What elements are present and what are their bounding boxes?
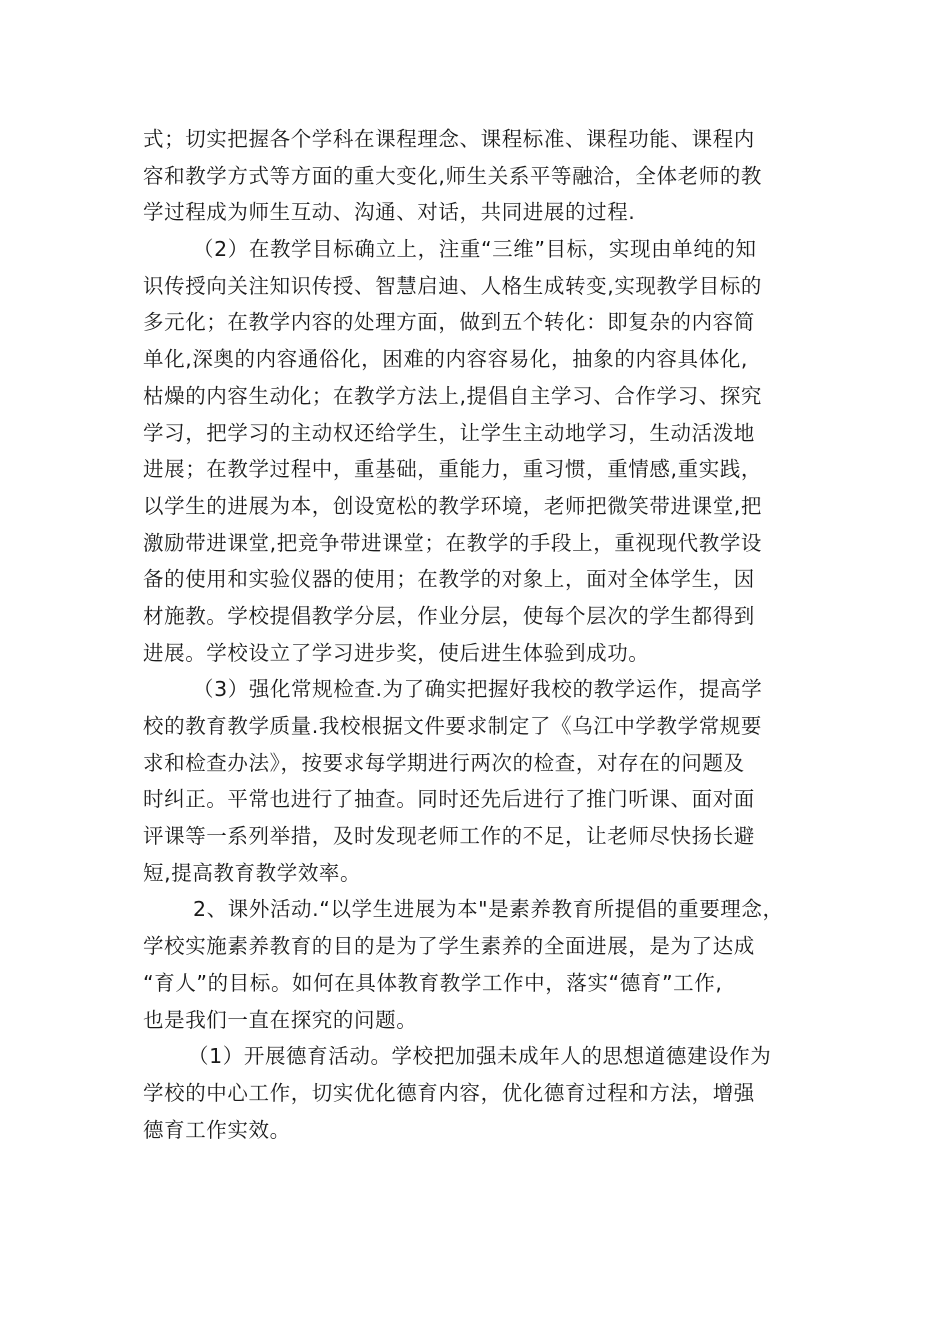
text-line: 进展；在教学过程中，重基础，重能力，重习惯，重情感,重实践， bbox=[143, 457, 763, 482]
text-line: 学校实施素养教育的目的是为了学生素养的全面进展，是为了达成 bbox=[143, 934, 755, 959]
text-line: 进展。学校设立了学习进步奖，使后进生体验到成功。 bbox=[143, 640, 650, 665]
text-line: 识传授向关注知识传授、智慧启迪、人格生成转变,实现教学目标的 bbox=[143, 273, 763, 298]
text-line: 以学生的进展为本，创设宽松的教学环境，老师把微笑带进课堂,把 bbox=[143, 493, 763, 518]
text-line: 时纠正。平常也进行了抽查。同时还先后进行了推门听课、面对面 bbox=[143, 787, 755, 812]
text-line: 评课等一系列举措，及时发现老师工作的不足，让老师尽快扬长避 bbox=[143, 824, 755, 849]
text-line: 学习，把学习的主动权还给学生，让学生主动地学习，生动活泼地 bbox=[143, 420, 755, 445]
text-line: 也是我们一直在探究的问题。 bbox=[143, 1007, 418, 1032]
text-line: 激励带进课堂,把竞争带进课堂；在教学的手段上，重视现代教学设 bbox=[143, 530, 763, 555]
text-line: 学过程成为师生互动、沟通、对话，共同进展的过程. bbox=[143, 200, 636, 225]
paragraph-start-line: 2、课外活动.“以学生进展为本"是素养教育所提倡的重要理念， bbox=[193, 897, 784, 922]
text-line: “育人”的目标。如何在具体教育教学工作中，落实“德育”工作, bbox=[143, 970, 723, 995]
text-line: 枯燥的内容生动化；在教学方法上,提倡自主学习、合作学习、探究 bbox=[143, 383, 763, 408]
text-line: 单化,深奥的内容通俗化，困难的内容容易化，抽象的内容具体化, bbox=[143, 347, 749, 372]
paragraph-start-line: （2）在教学目标确立上，注重“三维”目标，实现由单纯的知 bbox=[193, 237, 757, 262]
text-line: 备的使用和实验仪器的使用；在教学的对象上，面对全体学生，因 bbox=[143, 567, 755, 592]
body-text bbox=[143, 121, 813, 1148]
text-line: 校的教育教学质量.我校根据文件要求制定了《乌江中学教学常规要 bbox=[143, 714, 763, 738]
text-line: 式；切实把握各个学科在课程理念、课程标准、课程功能、课程内 bbox=[143, 127, 755, 151]
text-line: 学校的中心工作，切实优化德育内容，优化德育过程和方法，增强 bbox=[143, 1080, 755, 1105]
text-line: 德育工作实效。 bbox=[143, 1117, 291, 1142]
paragraph-start-line: （1）开展德育活动。学校把加强未成年人的思想道德建设作为 bbox=[188, 1044, 772, 1069]
text-line: 短,提高教育教学效率。 bbox=[143, 860, 362, 885]
text-line: 容和教学方式等方面的重大变化,师生关系平等融洽，全体老师的教 bbox=[143, 163, 763, 188]
text-line: 多元化；在教学内容的处理方面，做到五个转化：即复杂的内容简 bbox=[143, 310, 755, 335]
text-line: 材施教。学校提倡教学分层，作业分层，使每个层次的学生都得到 bbox=[143, 603, 755, 628]
text-line: 求和检查办法》，按要求每学期进行两次的检查，对存在的问题及 bbox=[143, 750, 745, 775]
paragraph-start-line: （3）强化常规检查.为了确实把握好我校的教学运作，提高学 bbox=[193, 677, 763, 702]
